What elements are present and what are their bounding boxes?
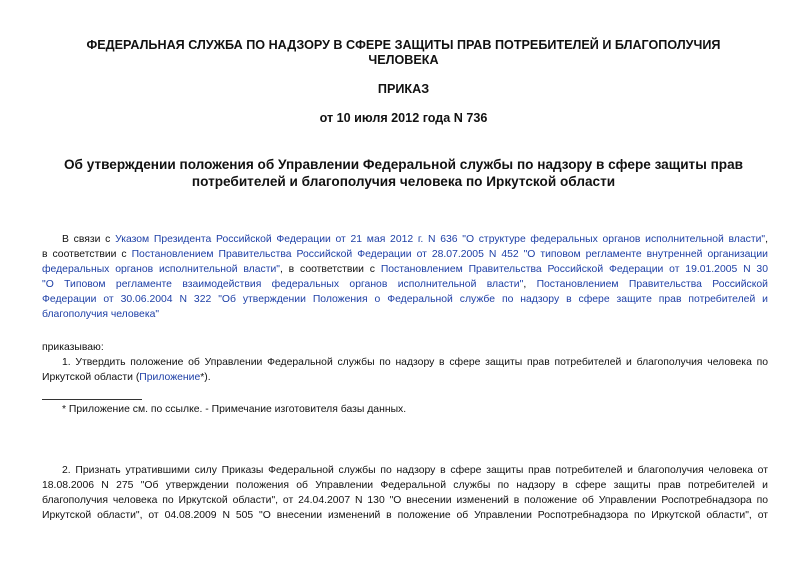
link-resolution-30-cont[interactable]: "О Типовом регламенте взаимодействия федеральных органов исполнительной власти" bbox=[42, 279, 524, 290]
item-2-line-2: 18.08.2006 N 275 "Об утверждении положения об Управлении Федеральной службы по надзору в сфере защиты прав потребителей и bbox=[42, 480, 768, 491]
link-resolution-30[interactable]: Постановлением Правительства Российской Федерации от 19.01.2005 N 30 bbox=[380, 264, 768, 275]
item-2-line-4: Иркутской области", от 04.08.2009 N 505 "О внесении изменений в положение об Управлении Роспотребнадзора по Иркутской области", от bbox=[42, 510, 768, 521]
item-1-text: Иркутской области ( bbox=[42, 372, 140, 383]
link-resolution-452[interactable]: Постановлением Правительства Российской Федерации от 28.07.2005 N 452 "О типовом регламенте внутренней организации bbox=[131, 249, 768, 260]
order-word: приказываю: bbox=[42, 342, 104, 353]
preamble-text: , bbox=[523, 279, 537, 290]
link-resolution-322-cont[interactable]: Федерации от 30.06.2004 N 322 "Об утверждении Положения о Федеральной службе по надзору в сфере защите прав потребителей и bbox=[42, 294, 768, 305]
preamble-text: В связи с bbox=[62, 234, 116, 245]
item-1-line-1: 1. Утвердить положение об Управлении Федеральной службы по надзору в сфере защиты прав потребителей и благополучия человека по bbox=[62, 357, 768, 368]
link-appendix[interactable]: Приложение bbox=[139, 372, 201, 383]
link-resolution-322[interactable]: Постановлением Правительства Российской bbox=[536, 279, 768, 290]
document-date-number: от 10 июля 2012 года N 736 bbox=[319, 111, 488, 125]
link-presidential-decree-636[interactable]: Указом Президента Российской Федерации от 21 мая 2012 г. N 636 "О структуре федеральных органов исполнительной власти" bbox=[115, 234, 766, 245]
item-2-line-3: благополучия человека по Иркутской области", от 24.04.2007 N 130 "О внесении изменений в положение об Управлении Роспотребнадзора по bbox=[42, 495, 768, 506]
document-title-line-1: Об утверждении положения об Управлении Федеральной службы по надзору в сфере защиты прав bbox=[63, 157, 744, 172]
agency-name-line-2: ЧЕЛОВЕКА bbox=[368, 53, 439, 67]
footnote-divider bbox=[42, 399, 142, 400]
item-1-text: *). bbox=[200, 372, 211, 383]
preamble-line-4 bbox=[42, 277, 768, 292]
preamble-text: в соответствии с bbox=[42, 249, 132, 260]
preamble-text: , bbox=[765, 234, 768, 245]
document-title-line-2: потребителей и благополучия человека по Иркутской области bbox=[191, 174, 616, 189]
item-1-line-2 bbox=[42, 370, 768, 385]
preamble-line-3 bbox=[42, 262, 768, 277]
preamble-line-6 bbox=[42, 307, 768, 322]
link-resolution-452-cont[interactable]: федеральных органов исполнительной власти" bbox=[42, 264, 280, 275]
item-2-line-1: 2. Признать утратившими силу Приказы Федеральной службы по надзору в сфере защиты прав потребителей и благополучия человека от bbox=[62, 465, 768, 476]
preamble-line-5 bbox=[42, 292, 768, 307]
preamble-line-2 bbox=[42, 247, 768, 262]
document-type: ПРИКАЗ bbox=[377, 82, 430, 96]
link-resolution-322-end[interactable]: благополучия человека" bbox=[42, 309, 160, 320]
agency-name-line-1: ФЕДЕРАЛЬНАЯ СЛУЖБА ПО НАДЗОРУ В СФЕРЕ ЗАЩИТЫ ПРАВ ПОТРЕБИТЕЛЕЙ И БЛАГОПОЛУЧИЯ bbox=[86, 38, 721, 52]
footnote: * Приложение см. по ссылке. - Примечание изготовителя базы данных. bbox=[62, 404, 407, 415]
preamble-line-1 bbox=[42, 232, 768, 247]
preamble-text: , в соответствии с bbox=[279, 264, 381, 275]
